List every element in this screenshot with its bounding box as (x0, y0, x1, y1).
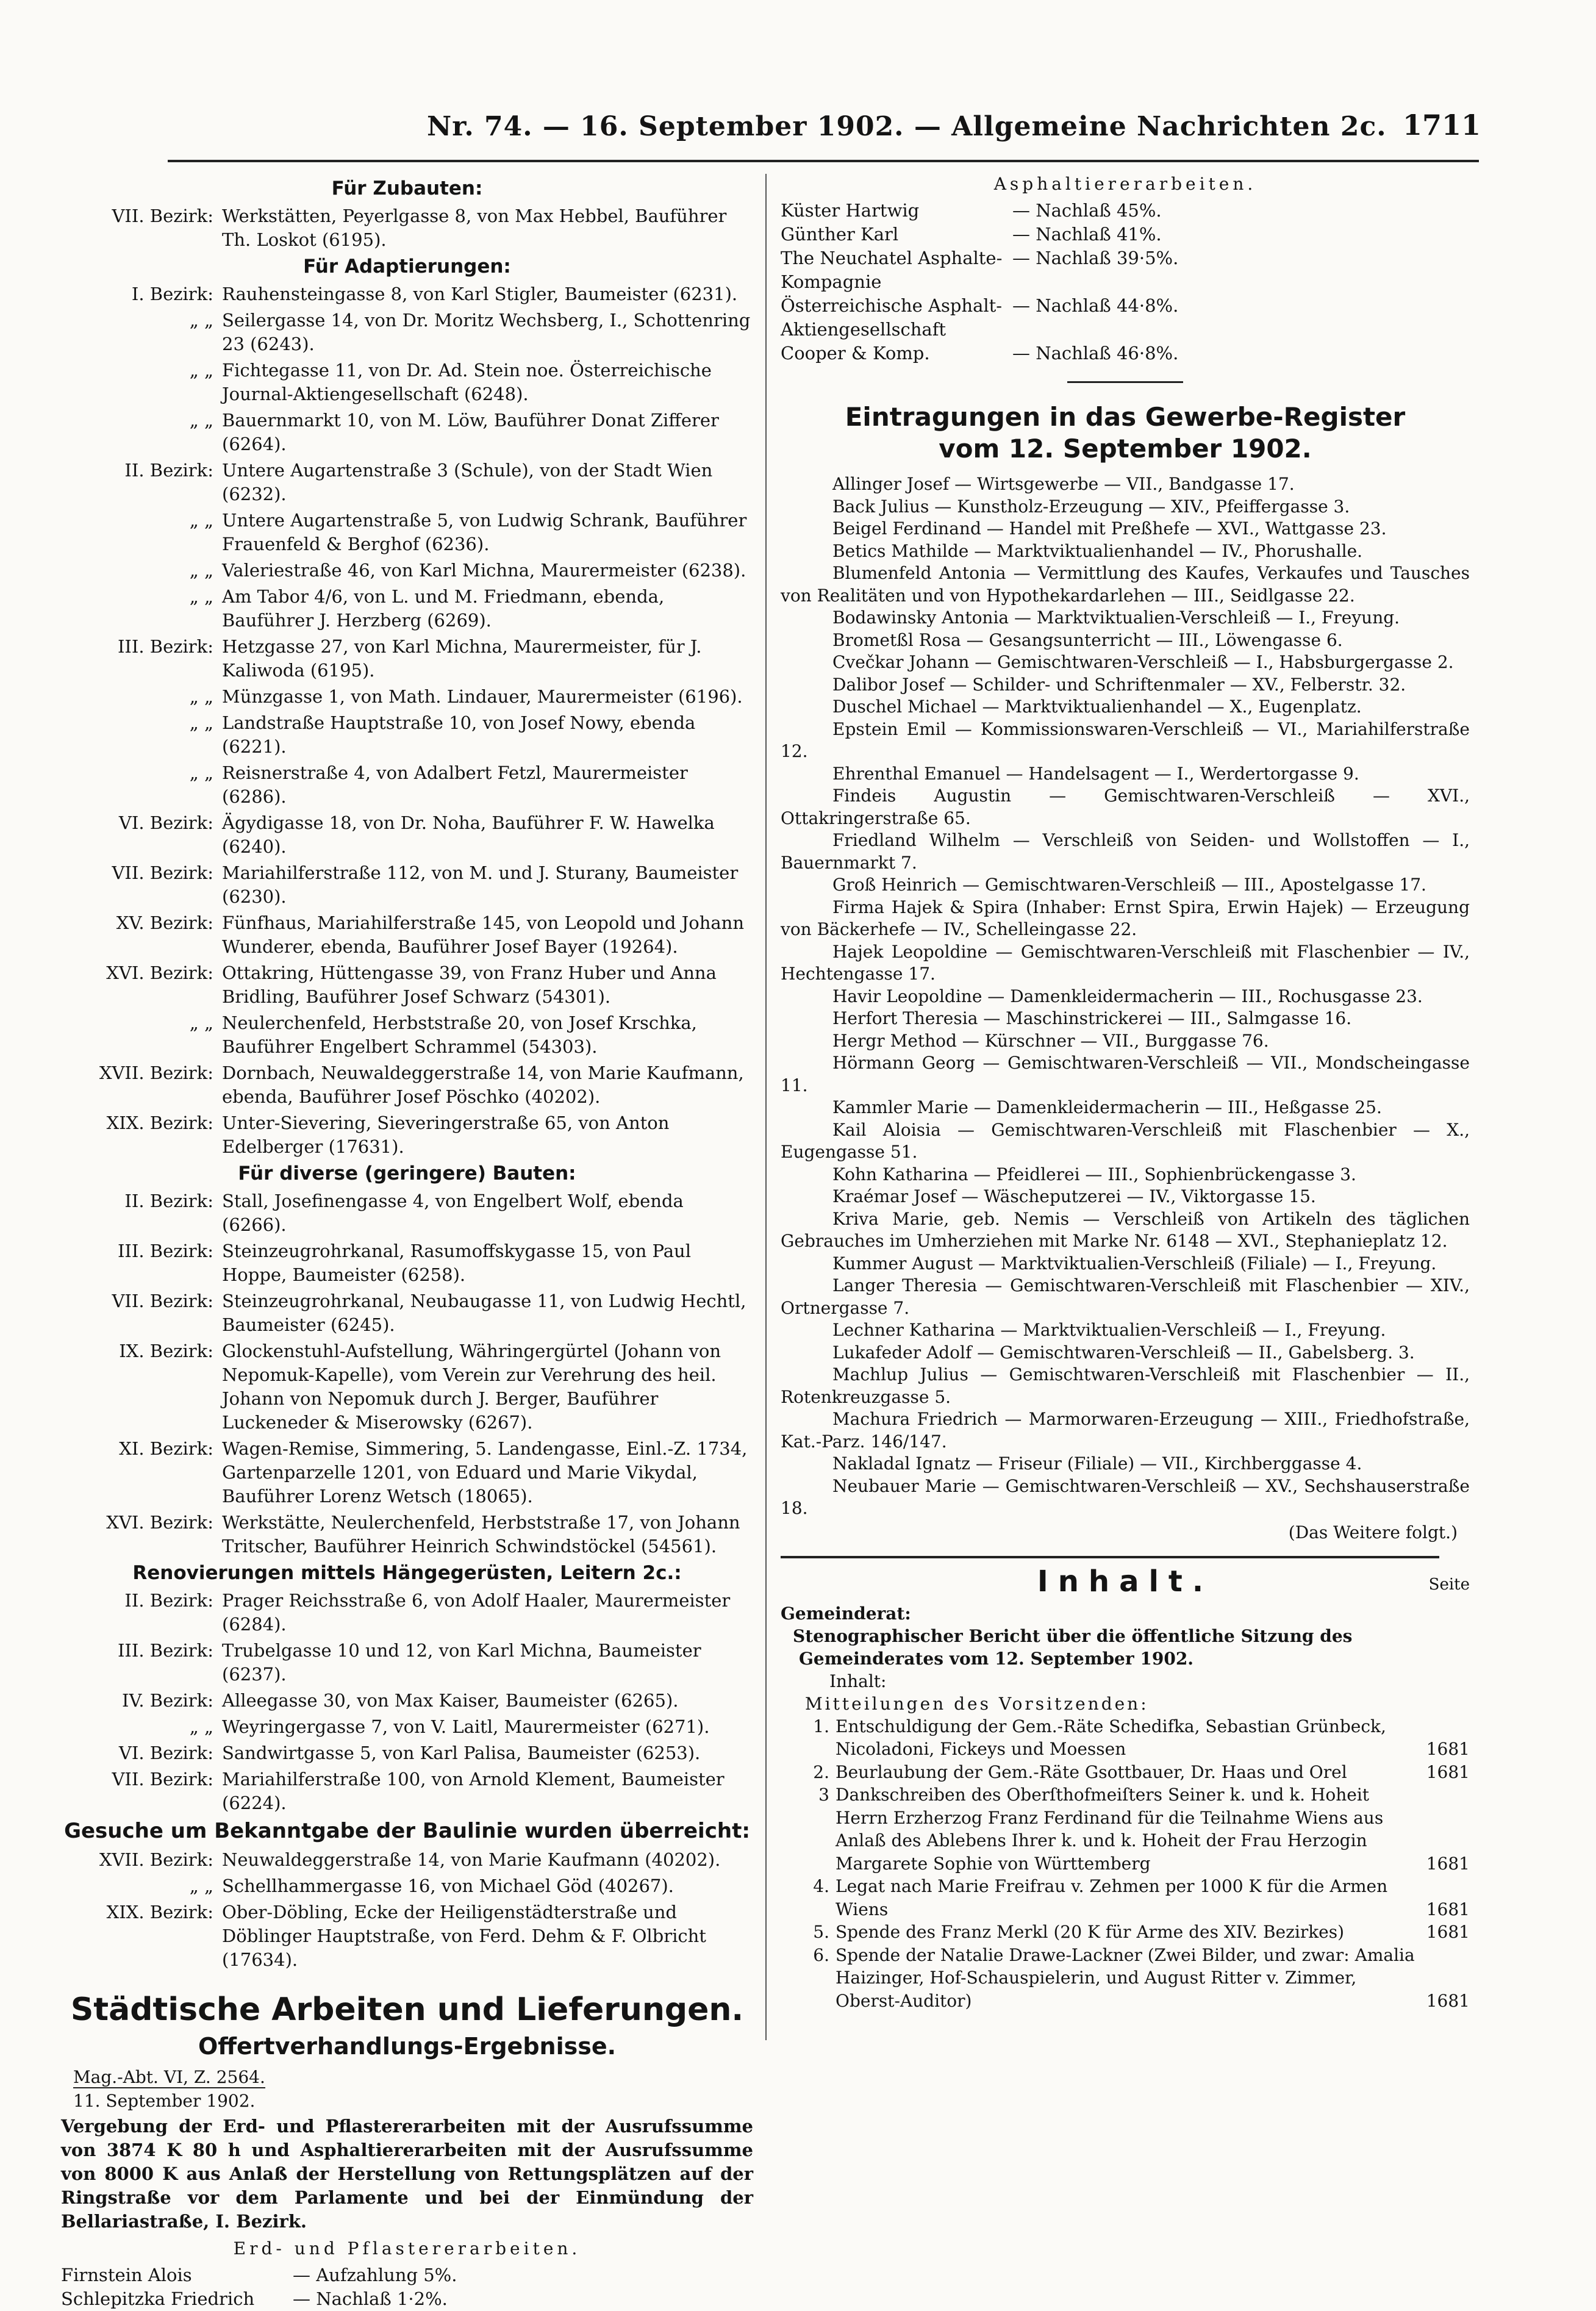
right-column (781, 174, 1470, 2012)
toc-item (781, 1761, 1470, 1784)
bau-entry (61, 282, 753, 306)
toc-page: 1681 (1426, 1990, 1470, 2011)
bezirk-label: XVI. Bezirk: (106, 962, 213, 983)
toc-text: Dankschreiben des Oberſthofmeiſters Seiner k. und k. Hoheit Herrn Erzherzog Franz Ferdinand für die Teilnahme Wiens aus Anlaß des Ablebens Ihrer k. und k. Hoheit der Frau Herzogin Margarete Sophie von Württemberg (836, 1785, 1384, 1874)
bezirk-label: VI. Bezirk: (118, 1743, 213, 1763)
bezirk-label: VII. Bezirk: (112, 206, 213, 226)
offert-subtitle: Offertverhandlungs-Ergebnisse. (198, 2033, 617, 2060)
erd-heading: Erd- und Pflastererarbeiten. (233, 2238, 581, 2259)
adaptierungen-list (61, 282, 753, 1159)
register-entry: Friedland Wilhelm — Verschleiß von Seiden- und Wollstoffen — I., Bauernmarkt 7. (781, 830, 1470, 873)
bau-entry (61, 509, 753, 556)
bezirk-label: XVII. Bezirk: (99, 1849, 213, 1870)
entry-text: Ober-Döbling, Ecke der Heiligenstädterstraße und Döblinger Hauptstraße, von Ferd. Dehm & F. Olbricht (17634). (222, 1902, 706, 1970)
entry-text: Weyringergasse 7, von V. Laitl, Maurermeister (6271). (222, 1716, 710, 1737)
toc-item (781, 1783, 1470, 1875)
toc-number: 6. (813, 1944, 829, 1965)
inhalt-title: Inhalt. (1037, 1564, 1214, 1599)
result-value: — Nachlaß 41%. (1012, 224, 1162, 245)
entry-text: Landstraße Hauptstraße 10, von Josef Nowy, ebenda (6221). (222, 712, 696, 757)
register-entry: Cvečkar Johann — Gemischtwaren-Verschleiß — I., Habsburgergasse 2. (832, 652, 1454, 672)
toc-text: Spende des Franz Merkl (20 K für Arme des XIV. Bezirkes) (836, 1922, 1345, 1942)
register-entries (781, 473, 1470, 1520)
bau-entry (61, 685, 753, 709)
bezirk-label: III. Bezirk: (117, 636, 213, 657)
bau-entry (61, 1111, 753, 1159)
toc-page: 1681 (1426, 1899, 1470, 1919)
entry-text: Untere Augartenstraße 3 (Schule), von der Stadt Wien (6232). (222, 460, 713, 504)
bau-entry (61, 559, 753, 582)
page-header (0, 105, 1596, 148)
firm-name: Schlepitzka Friedrich (61, 2288, 255, 2309)
register-entry: Back Julius — Kunstholz-Erzeugung — XIV., Pfeiffergasse 3. (832, 496, 1350, 517)
register-entry: Machura Friedrich — Marmorwaren-Erzeugung — XIII., Friedhofstraße, Kat.-Parz. 146/147. (781, 1409, 1470, 1452)
register-entry: Bodawinsky Antonia — Marktviktualien-Verschleiß — I., Freyung. (832, 607, 1400, 628)
entry-text: Steinzeugrohrkanal, Rasumoffskygasse 15, von Paul Hoppe, Baumeister (6258). (222, 1241, 691, 1285)
register-entry: Neubauer Marie — Gemischtwaren-Verschleiß — XV., Sechshauserstraße 18. (781, 1475, 1470, 1518)
register-entry: Firma Hajek & Spira (Inhaber: Ernst Spira, Erwin Hajek) — Erzeugung von Bäckerhefe — IV., Schelleingasse 22. (781, 897, 1470, 939)
entry-text: Neuwaldeggerstraße 14, von Marie Kaufmann (40202). (222, 1849, 721, 1870)
toc-page: 1681 (1426, 1853, 1470, 1874)
bezirk-label: „ „ (189, 686, 213, 707)
bau-entry (61, 861, 753, 909)
bau-entry (61, 1589, 753, 1636)
register-entry: Dalibor Josef — Schilder- und Schriftenmaler — XV., Felberstr. 32. (832, 674, 1406, 695)
entry-text: Schellhammergasse 16, von Michael Göd (40267). (222, 1876, 674, 1896)
divider (1067, 381, 1183, 383)
bezirk-label: XI. Bezirk: (119, 1438, 213, 1459)
bau-entry (61, 1848, 753, 1872)
bezirk-label: IX. Bezirk: (119, 1341, 213, 1361)
bau-entry (61, 711, 753, 759)
bezirk-label: „ „ (189, 1716, 213, 1737)
entry-text: Seilergasse 14, von Dr. Moritz Wechsberg, I., Schottenring 23 (6243). (222, 310, 751, 354)
section-heading-diverse: Für diverse (geringere) Bauten: (238, 1163, 576, 1184)
bezirk-label: „ „ (189, 712, 213, 733)
entry-text: Dornbach, Neuwaldeggerstraße 14, von Marie Kaufmann, ebenda, Bauführer Josef Pöschko (40202). (222, 1062, 744, 1107)
bau-entry (61, 811, 753, 859)
toc-mitteilungen: Mitteilungen des Vorsitzenden: (805, 1693, 1149, 1714)
entry-text: Reisnerstraße 4, von Adalbert Fetzl, Maurermeister (6286). (222, 762, 688, 807)
register-entry: Hergr Method — Kürschner — VII., Burggasse 76. (832, 1030, 1269, 1051)
firm-name: Firnstein Alois (61, 2265, 192, 2285)
bezirk-label: VI. Bezirk: (118, 812, 213, 833)
entry-text: Ottakring, Hüttengasse 39, von Franz Huber und Anna Bridling, Bauführer Josef Schwarz (54301). (222, 962, 717, 1007)
register-entry: Kammler Marie — Damenkleidermacherin — III., Heßgasse 25. (832, 1097, 1382, 1117)
bau-entry (61, 1715, 753, 1739)
bau-entry (61, 309, 753, 356)
baulinie-list (61, 1848, 753, 1972)
entry-text: Unter-Sievering, Sieveringerstraße 65, von Anton Edelberger (17631). (222, 1113, 670, 1157)
section-heading-zubauten: Für Zubauten: (331, 177, 483, 199)
register-entry: Herfort Theresia — Maschinstrickerei — III., Salmgasse 16. (832, 1008, 1352, 1028)
register-entry: Hörmann Georg — Gemischtwaren-Verschleiß — VII., Mondscheingasse 11. (781, 1053, 1470, 1095)
bau-entry (61, 1639, 753, 1686)
result-value: — Aufzahlung 5%. (293, 2265, 457, 2285)
bezirk-label: III. Bezirk: (117, 1241, 213, 1261)
bau-entry (61, 359, 753, 406)
entry-text: Untere Augartenstraße 5, von Ludwig Schrank, Bauführer Frauenfeld & Berghof (6236). (222, 510, 747, 554)
toc-page: 1681 (1426, 1739, 1470, 1759)
bezirk-label: II. Bezirk: (124, 1590, 213, 1611)
entry-text: Fünfhaus, Mariahilferstraße 145, von Leopold und Johann Wunderer, ebenda, Bauführer Josef Bayer (19264). (222, 912, 745, 957)
entry-text: Mariahilferstraße 100, von Arnold Klement, Baumeister (6224). (222, 1769, 725, 1813)
bau-entry (61, 1239, 753, 1287)
bezirk-label: II. Bezirk: (124, 1191, 213, 1211)
bezirk-label: „ „ (189, 510, 213, 531)
entry-text: Werkstätten, Peyerlgasse 8, von Max Hebbel, Bauführer Th. Loskot (6195). (222, 206, 727, 250)
bezirk-label: XVII. Bezirk: (99, 1062, 213, 1083)
register-entry: Lukafeder Adolf — Gemischtwaren-Verschleiß — II., Gabelsberg. 3. (832, 1342, 1415, 1363)
firm-name: Küster Hartwig (781, 200, 920, 221)
bezirk-label: III. Bezirk: (117, 1640, 213, 1661)
entry-text: Hetzgasse 27, von Karl Michna, Maurermeister, für J. Kaliwoda (6195). (222, 636, 702, 681)
diverse-list (61, 1189, 753, 1558)
bau-entry (61, 585, 753, 632)
bau-entry (61, 409, 753, 456)
header-rule (168, 160, 1479, 162)
entry-text: Rauhensteingasse 8, von Karl Stigler, Baumeister (6231). (222, 284, 738, 304)
bezirk-label: I. Bezirk: (131, 284, 213, 304)
divider (781, 1556, 1439, 1558)
bezirk-label: VII. Bezirk: (112, 1291, 213, 1311)
result-value: — Nachlaß 46·8%. (1012, 343, 1179, 364)
bau-entry (61, 1901, 753, 1972)
register-entry: Beigel Ferdinand — Handel mit Preßhefe — XVI., Wattgasse 23. (832, 518, 1387, 539)
register-entry: Ehrenthal Emanuel — Handelsagent — I., Werdertorgasse 9. (832, 763, 1359, 784)
bezirk-label: „ „ (189, 410, 213, 431)
toc-text: Legat nach Marie Freifrau v. Zehmen per 1000 K für die Armen Wiens (836, 1876, 1388, 1919)
firm-name: Cooper & Komp. (781, 343, 930, 364)
bezirk-label: „ „ (189, 360, 213, 381)
result-value: — Nachlaß 44·8%. (1012, 295, 1179, 316)
result-row (61, 2263, 753, 2287)
toc-item (781, 1921, 1470, 1944)
bezirk-label: IV. Bezirk: (122, 1690, 213, 1711)
register-entry: Betics Mathilde — Marktviktualienhandel — IV., Phorushalle. (832, 540, 1363, 561)
register-entry: Findeis Augustin — Gemischtwaren-Verschleiß — XVI., Ottakringerstraße 65. (781, 786, 1470, 828)
bau-entry (61, 1741, 753, 1765)
entry-text: Valeriestraße 46, von Karl Michna, Maurermeister (6238). (222, 560, 746, 581)
toc-text: Beurlaubung der Gem.-Räte Gsottbauer, Dr. Haas und Orel (836, 1761, 1347, 1782)
toc-item (781, 1875, 1470, 1921)
register-entry: Langer Theresia — Gemischtwaren-Verschleiß mit Flaschenbier — XIV., Ortnergasse 7. (781, 1275, 1470, 1318)
register-entry: Machlup Julius — Gemischtwaren-Verschleiß mit Flaschenbier — II., Rotenkreuzgasse 5. (781, 1364, 1470, 1407)
entry-text: Stall, Josefinengasse 4, von Engelbert Wolf, ebenda (6266). (222, 1191, 684, 1235)
result-row (61, 2287, 753, 2311)
register-entry: Kummer August — Marktviktualien-Verschleiß (Filiale) — I., Freyung. (832, 1253, 1437, 1274)
bau-entry (61, 1874, 753, 1898)
result-value: — Nachlaß 45%. (1012, 200, 1162, 221)
inhalt-header (781, 1564, 1470, 1602)
staedtische-title: Städtische Arbeiten und Lieferungen. (70, 1991, 744, 2028)
toc-page: 1681 (1426, 1922, 1470, 1942)
bau-entry (61, 459, 753, 506)
entry-text: Glockenstuhl-Aufstellung, Währingergürtel (Johann von Nepomuk-Kapelle), vom Verein zur Verehrung des heil. Johann von Nepomuk durch J. Berger, Bauführer Luckeneder & Miserowsky (6267). (222, 1341, 721, 1433)
register-entry: Epstein Emil — Kommissionswaren-Verschleiß — VI., Mariahilferstraße 12. (781, 718, 1470, 761)
bau-entry (61, 1011, 753, 1059)
toc-number: 2. (813, 1761, 829, 1782)
bezirk-label: XVI. Bezirk: (106, 1512, 213, 1533)
bau-entry (61, 1511, 753, 1558)
running-title: Nr. 74. — 16. September 1902. — Allgemeine Nachrichten 2c. (427, 111, 1387, 142)
result-value: — Nachlaß 1·2%. (293, 2288, 448, 2309)
entry-text: Wagen-Remise, Simmering, 5. Landengasse, Einl.-Z. 1734, Gartenparzelle 1201, von Eduard und Marie Vikydal, Bauführer Lorenz Wetsch (18065). (222, 1438, 748, 1507)
toc-section: Gemeinderat: (781, 1603, 911, 1624)
bau-entry (61, 1689, 753, 1713)
bezirk-label: „ „ (189, 1876, 213, 1896)
register-entry: Kriva Marie, geb. Nemis — Verschleiß von Artikeln des täglichen Gebrauches im Umherziehen mit Marke Nr. 6148 — XVI., Stephanieplatz 12. (781, 1208, 1470, 1251)
bau-entry (61, 911, 753, 959)
register-entry: Havir Leopoldine — Damenkleidermacherin — III., Rochusgasse 23. (832, 986, 1423, 1006)
bau-entry (61, 1289, 753, 1337)
renovierungen-list (61, 1589, 753, 1815)
register-entry: Groß Heinrich — Gemischtwaren-Verschleiß — III., Apostelgasse 17. (832, 875, 1426, 895)
bau-entry (61, 204, 753, 252)
toc-item (781, 1715, 1470, 1761)
bezirk-label: XV. Bezirk: (116, 912, 213, 933)
register-entry: Hajek Leopoldine — Gemischtwaren-Verschleiß mit Flaschenbier — IV., Hechtengasse 17. (781, 941, 1470, 984)
register-entry: Kraémar Josef — Wäscheputzerei — IV., Viktorgasse 15. (832, 1186, 1316, 1206)
entry-text: Am Tabor 4/6, von L. und M. Friedmann, ebenda, Bauführer J. Herzberg (6269). (222, 586, 665, 631)
bezirk-label: „ „ (189, 586, 213, 607)
entry-text: Steinzeugrohrkanal, Neubaugasse 11, von Ludwig Hechtl, Baumeister (6245). (222, 1291, 746, 1335)
bezirk-label: „ „ (189, 1012, 213, 1033)
result-row (781, 199, 1470, 223)
toc-number: 3 (818, 1785, 829, 1805)
register-entry: Brometßl Rosa — Gesangsunterricht — III., Löwengasse 6. (832, 629, 1343, 650)
entry-text: Mariahilferstraße 112, von M. und J. Sturany, Baumeister (6230). (222, 862, 739, 907)
bau-entry (61, 1437, 753, 1508)
toc-number: 5. (813, 1922, 829, 1942)
bezirk-label: XIX. Bezirk: (106, 1113, 213, 1133)
firm-name: The Neuchatel Asphalte-Kompagnie (781, 248, 1003, 292)
bezirk-label: „ „ (189, 762, 213, 783)
bezirk-label: „ „ (189, 560, 213, 581)
register-entry: Allinger Josef — Wirtsgewerbe — VII., Bandgasse 17. (832, 474, 1295, 494)
register-title-line2: vom 12. September 1902. (939, 434, 1312, 464)
entry-text: Sandwirtgasse 5, von Karl Palisa, Baumeister (6253). (222, 1743, 701, 1763)
entry-text: Neulerchenfeld, Herbststraße 20, von Josef Krschka, Bauführer Engelbert Schrammel (54303). (222, 1012, 697, 1057)
result-row (781, 342, 1470, 365)
bau-entry (61, 761, 753, 809)
result-row (781, 294, 1470, 342)
toc-page: 1681 (1426, 1761, 1470, 1782)
section-heading-adaptierungen: Für Adaptierungen: (303, 256, 511, 278)
continued-note: (Das Weitere folgt.) (1288, 1522, 1458, 1542)
section-heading-renovierungen: Renovierungen mittels Hängegerüsten, Leitern 2c.: (132, 1562, 682, 1584)
register-entry: Kail Aloisia — Gemischtwaren-Verschleiß mit Flaschenbier — X., Eugengasse 51. (781, 1119, 1470, 1162)
entry-text: Münzgasse 1, von Math. Lindauer, Maurermeister (6196). (222, 686, 743, 707)
toc-report-title: Stenographischer Bericht über die öffentliche Sitzung des Gemeinderates vom 12. September 1902. (793, 1625, 1353, 1669)
bau-entry (61, 1061, 753, 1109)
bau-entry (61, 1768, 753, 1815)
offert-date: 11. September 1902. (73, 2091, 256, 2111)
bau-entry (61, 635, 753, 683)
bezirk-label: „ „ (189, 310, 213, 331)
erd-results (61, 2263, 753, 2311)
toc-text: Entschuldigung der Gem.-Räte Schedifka, Sebastian Grünbeck, Nicoladoni, Fickeys und Moessen (836, 1716, 1386, 1759)
column-separator (765, 174, 767, 2040)
mag-abt-reference: Mag.-Abt. VI, Z. 2564. (73, 2067, 265, 2087)
zubauten-list (61, 204, 753, 252)
entry-text: Werkstätte, Neulerchenfeld, Herbststraße 17, von Johann Tritscher, Bauführer Heinrich Schwindstöckel (54561). (222, 1512, 740, 1557)
firm-name: Günther Karl (781, 224, 899, 245)
offert-description: Vergebung der Erd- und Pflastererarbeiten mit der Ausrufssumme von 3874 K 80 h und Asphaltiererarbeiten mit der Ausrufssumme von 8000 K aus Anlaß der Herstellung von Rettungsplätzen auf der Ringstraße vor dem Parlamente und bei der Einmündung der Bellariastraße, I. Bezirk. (61, 2116, 753, 2232)
asphalt-results (781, 199, 1470, 365)
entry-text: Fichtegasse 11, von Dr. Ad. Stein noe. Österreichische Journal-Aktiengesellschaft (6248). (222, 360, 712, 404)
bezirk-label: VII. Bezirk: (112, 862, 213, 883)
register-title-line1: Eintragungen in das Gewerbe-Register (845, 402, 1406, 432)
toc-number: 4. (813, 1876, 829, 1896)
result-row (781, 223, 1470, 246)
result-row (781, 246, 1470, 294)
register-entry: Nakladal Ignatz — Friseur (Filiale) — VII., Kirchberggasse 4. (832, 1453, 1362, 1474)
toc-text: Spende der Natalie Drawe-Lackner (Zwei Bilder, und zwar: Amalia Haizinger, Hof-Schauspielerin, und August Ritter v. Zimmer, Oberst-Auditor) (836, 1944, 1415, 2011)
bezirk-label: VII. Bezirk: (112, 1769, 213, 1790)
seite-label: Seite (1428, 1575, 1470, 1594)
toc-inhalt-label: Inhalt: (829, 1671, 887, 1691)
entry-text: Bauernmarkt 10, von M. Löw, Bauführer Donat Zifferer (6264). (222, 410, 719, 454)
result-value: — Nachlaß 39·5%. (1012, 248, 1179, 268)
page-number: 1711 (1403, 109, 1481, 142)
entry-text: Ägydigasse 18, von Dr. Noha, Bauführer F. W. Hawelka (6240). (222, 812, 715, 857)
bau-entry (61, 1339, 753, 1435)
section-heading-baulinie: Gesuche um Bekanntgabe der Baulinie wurden überreicht: (64, 1819, 750, 1843)
asphalt-heading: Asphaltiererarbeiten. (993, 174, 1257, 194)
bezirk-label: XIX. Bezirk: (106, 1902, 213, 1922)
firm-name: Österreichische Asphalt-Aktiengesellschaft (781, 295, 1003, 340)
entry-text: Trubelgasse 10 und 12, von Karl Michna, Baumeister (6237). (222, 1640, 701, 1685)
entry-text: Prager Reichsstraße 6, von Adolf Haaler, Maurermeister (6284). (222, 1590, 731, 1635)
toc-item (781, 1944, 1470, 2013)
bau-entry (61, 1189, 753, 1237)
register-entry: Kohn Katharina — Pfeidlerei — III., Sophienbrückengasse 3. (832, 1164, 1356, 1184)
entry-text: Alleegasse 30, von Max Kaiser, Baumeister (6265). (222, 1690, 679, 1711)
bezirk-label: II. Bezirk: (124, 460, 213, 481)
register-title (781, 401, 1470, 465)
register-entry: Lechner Katharina — Marktviktualien-Verschleiß — I., Freyung. (832, 1320, 1386, 1340)
bau-entry (61, 961, 753, 1009)
left-column (61, 174, 753, 2311)
toc-items (781, 1715, 1470, 2013)
register-entry: Blumenfeld Antonia — Vermittlung des Kaufes, Verkaufes und Tausches von Realitäten und von Hypothekardarlehen — III., Seidlgasse 22. (781, 563, 1470, 606)
toc-number: 1. (813, 1716, 829, 1736)
register-entry: Duschel Michael — Marktviktualienhandel — X., Eugenplatz. (832, 697, 1362, 717)
